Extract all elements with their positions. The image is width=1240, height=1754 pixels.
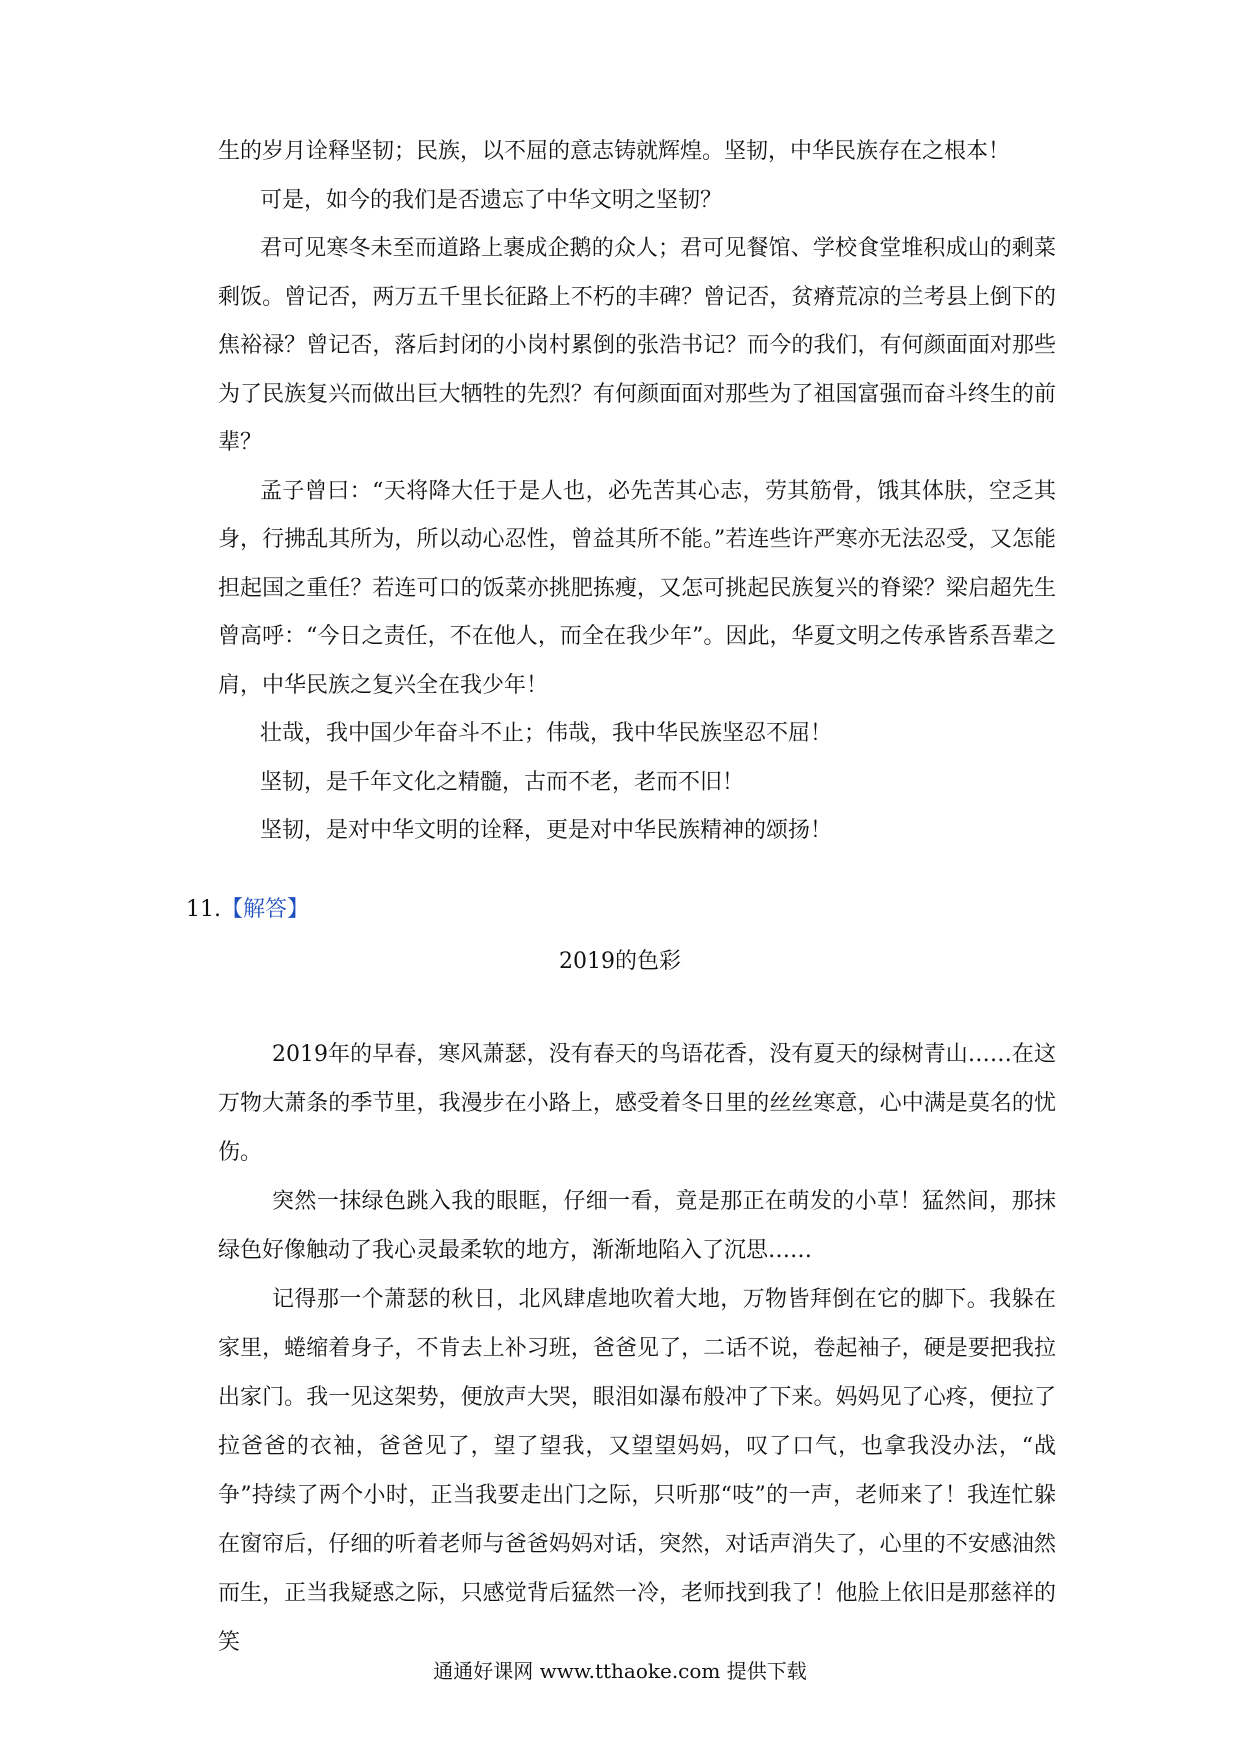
question-number: 11. — [186, 897, 221, 922]
essay-continuation — [218, 128, 1056, 856]
paragraph: 突然一抹绿色跳入我的眼眶，仔细一看，竟是那正在萌发的小草！猛然间，那抹绿色好像触动了我心灵最柔软的地方，渐渐地陷入了沉思…… — [218, 1189, 1056, 1263]
paragraph: 孟子曾曰：“天将降大任于是人也，必先苦其心志，劳其筋骨，饿其体肤，空乏其身，行拂乱其所为，所以动心忍性，曾益其所不能。”若连些许严寒亦无法忍受，又怎能担起国之重任？若连可口的饭菜亦挑肥拣瘦，又怎可挑起民族复兴的脊梁？梁启超先生曾高呼：“今日之责任，不在他人，而全在我少年”。因此，华夏文明之传承皆系吾辈之肩，中华民族之复兴全在我少年！ — [218, 478, 1056, 698]
paragraph: 记得那一个萧瑟的秋日，北风肆虐地吹着大地，万物皆拜倒在它的脚下。我躲在家里，蜷缩着身子，不肯去上补习班，爸爸见了，二话不说，卷起袖子，硬是要把我拉出家门。我一见这架势，便放声大哭，眼泪如瀑布般冲了下来。妈妈见了心疼，便拉了拉爸爸的衣袖，爸爸见了，望了望我，又望望妈妈，叹了口气，也拿我没办法，“战争”持续了两个小时，正当我要走出门之际，只听那“吱”的一声，老师来了！我连忙躲在窗帘后，仔细的听着老师与爸爸妈妈对话，突然，对话声消失了，心里的不安感油然而生，正当我疑惑之际，只感觉背后猛然一冷，老师找到我了！他脸上依旧是那慈祥的笑 — [218, 1287, 1056, 1655]
paragraph: 坚韧，是千年文化之精髓，古而不老，老而不旧！ — [260, 769, 745, 795]
answer-heading — [186, 886, 309, 934]
paragraph: 君可见寒冬未至而道路上裹成企鹅的众人；君可见餐馆、学校食堂堆积成山的剩菜剩饭。曾记否，两万五千里长征路上不朽的丰碑？曾记否，贫瘠荒凉的兰考县上倒下的焦裕禄？曾记否，落后封闭的小岗村累倒的张浩书记？而今的我们，有何颜面面对那些为了民族复兴而做出巨大牺牲的先烈？有何颜面面对那些为了祖国富强而奋斗终生的前辈？ — [218, 236, 1056, 455]
paragraph: 可是，如今的我们是否遗忘了中华文明之坚韧？ — [260, 187, 723, 213]
paragraph: 生的岁月诠释坚韧；民族，以不屈的意志铸就辉煌。坚韧，中华民族存在之根本！ — [218, 139, 1011, 164]
answer-tag: 【解答】 — [221, 897, 310, 922]
page-footer: 通通好课网 www.tthaoke.com 提供下载 — [433, 1659, 807, 1683]
paragraph: 2019年的早春，寒风萧瑟，没有春天的鸟语花香，没有夏天的绿树青山……在这万物大萧条的季节里，我漫步在小路上，感受着冬日里的丝丝寒意，心中满是莫名的忧伤。 — [218, 1042, 1056, 1165]
paragraph: 坚韧，是对中华文明的诠释，更是对中华民族精神的颂扬！ — [260, 818, 833, 843]
essay-title: 2019的色彩 — [559, 949, 681, 974]
paragraph: 壮哉，我中国少年奋斗不止；伟哉，我中华民族坚忍不屈！ — [260, 721, 833, 746]
essay-body — [218, 1030, 1056, 1667]
